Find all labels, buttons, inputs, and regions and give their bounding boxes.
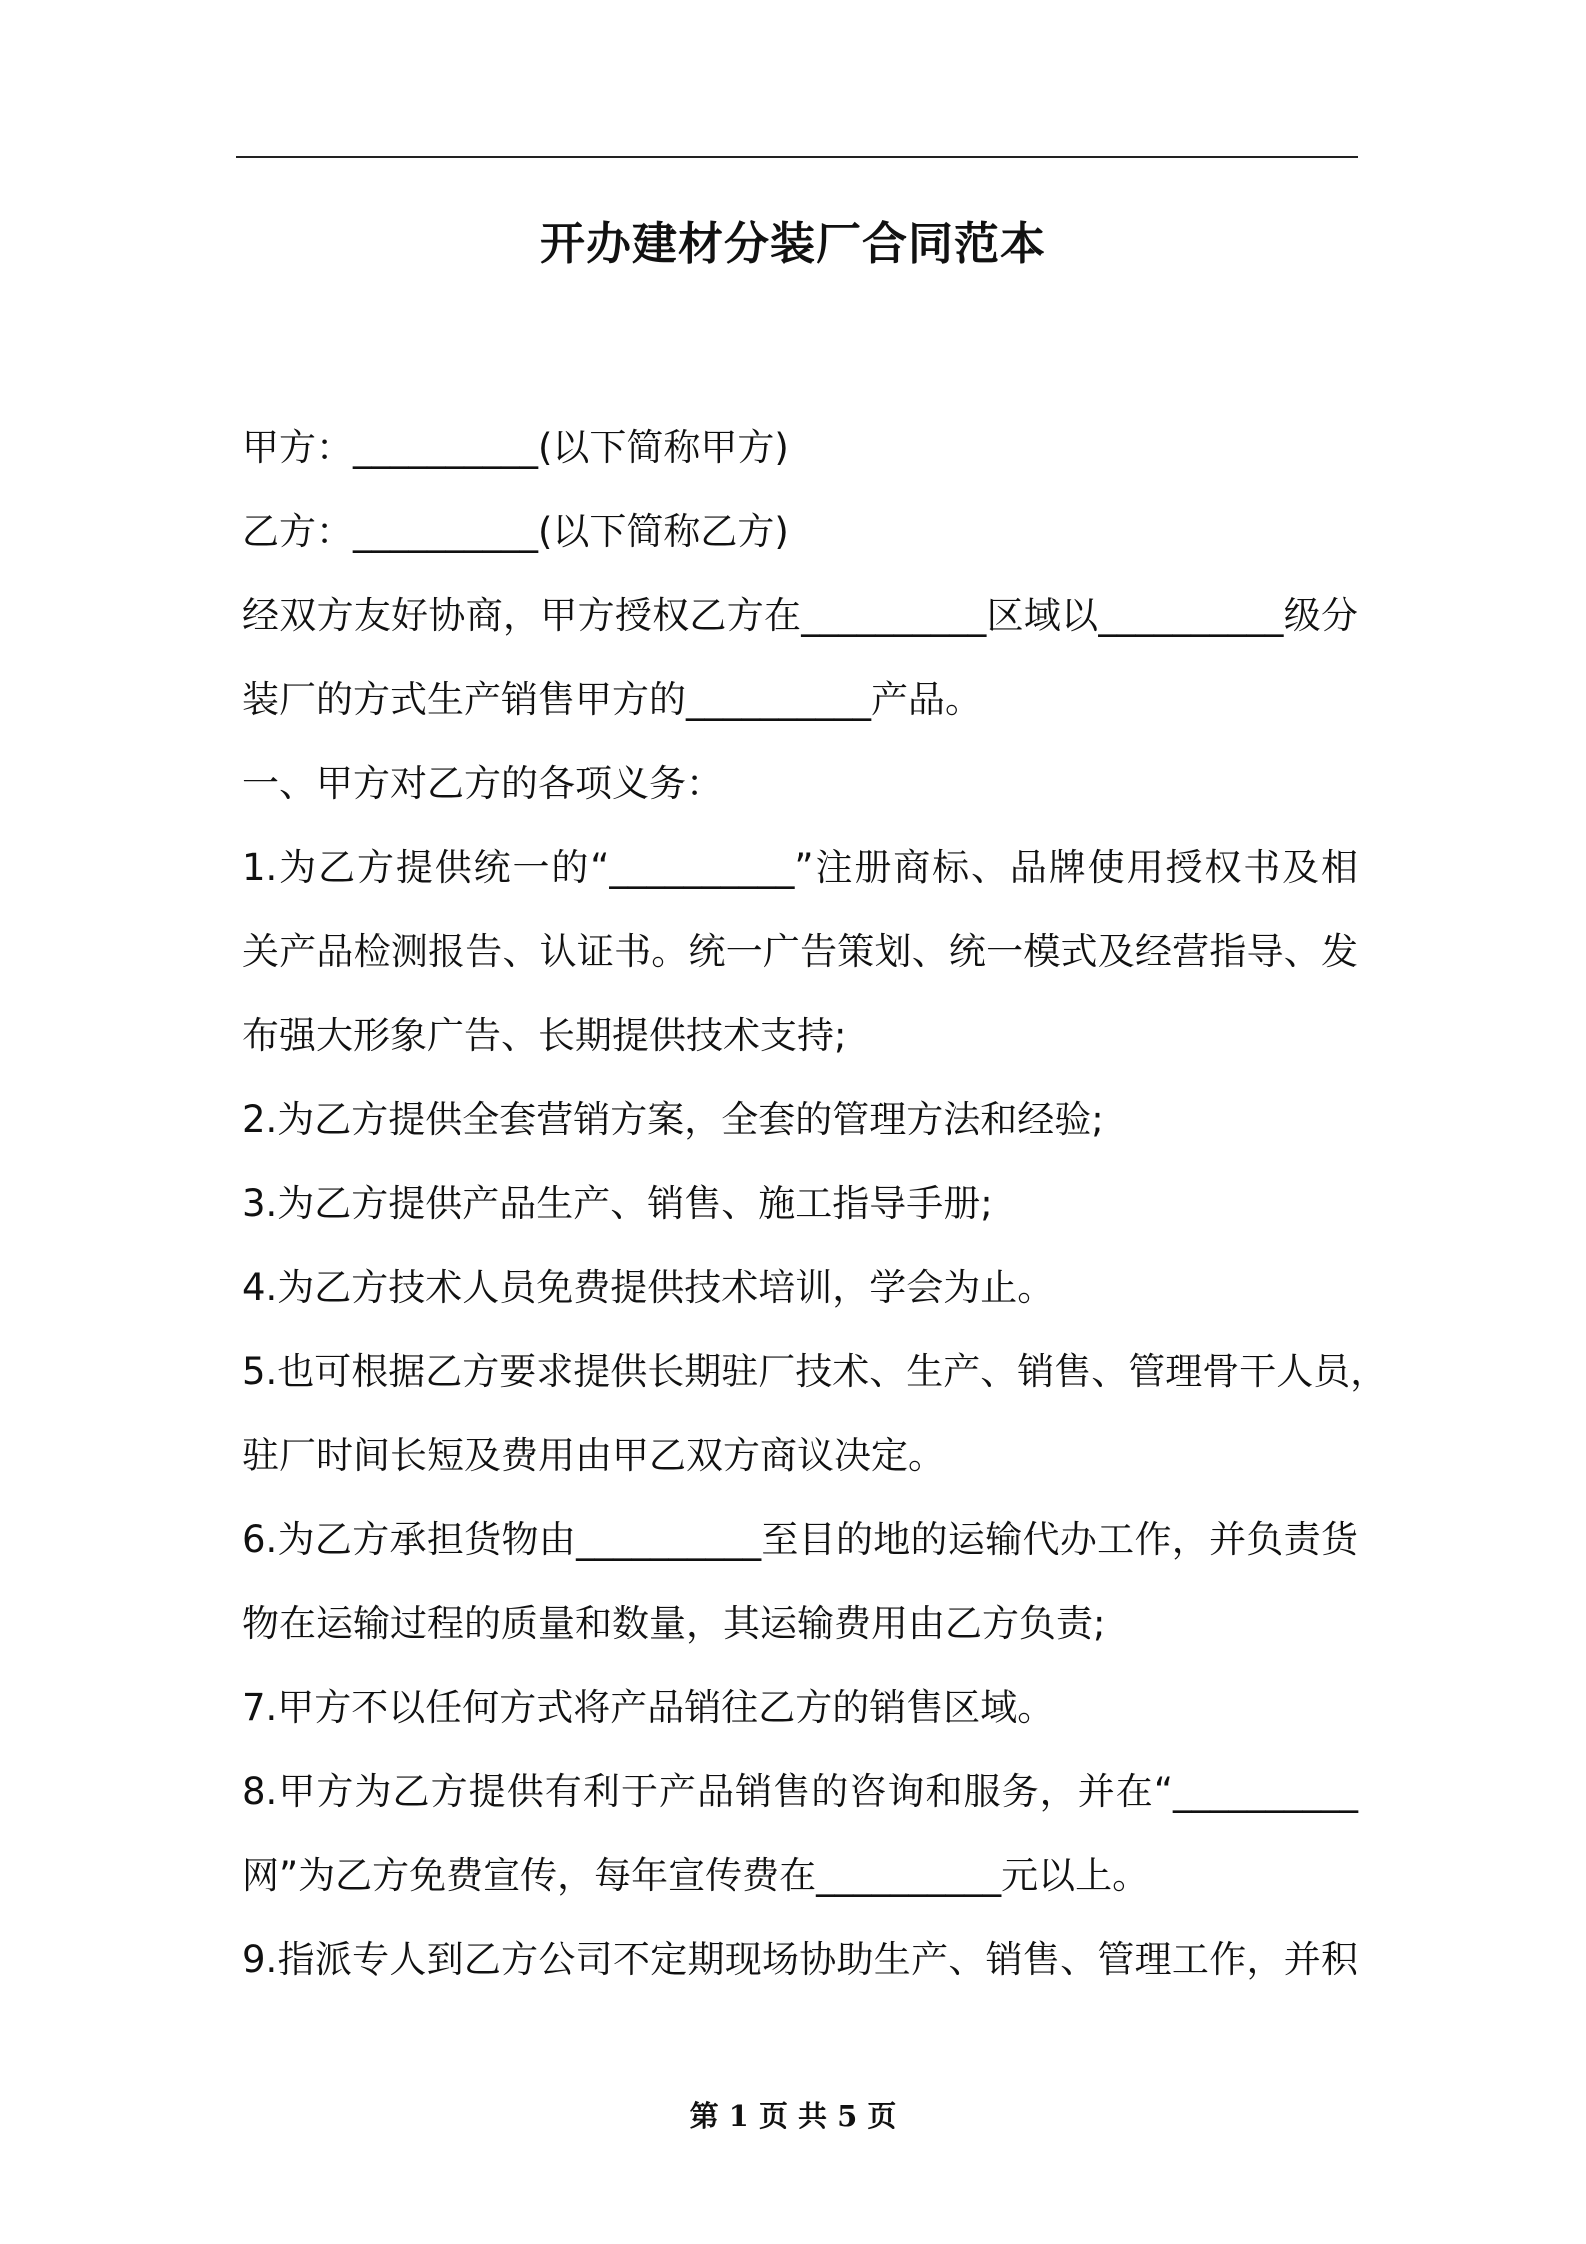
body-line: 一、甲方对乙方的各项义务： — [242, 762, 723, 805]
body-line: 布强大形象广告、长期提供技术支持; — [242, 1014, 847, 1057]
document-title: 开办建材分装厂合同范本 — [539, 217, 1046, 270]
body-line: 经双方友好协商，甲方授权乙方在__________区域以__________级分 — [242, 594, 1358, 637]
body-line: 装厂的方式生产销售甲方的__________产品。 — [242, 678, 982, 721]
body-line: 甲方：__________(以下简称甲方) — [242, 426, 789, 469]
body-line: 8.甲方为乙方提供有利于产品销售的咨询和服务，并在“__________ — [242, 1770, 1358, 1813]
body-line: 4.为乙方技术人员免费提供技术培训，学会为止。 — [242, 1266, 1055, 1309]
body-line: 5.也可根据乙方要求提供长期驻厂技术、生产、销售、管理骨干人员， — [242, 1350, 1388, 1393]
document-body — [242, 406, 1388, 2002]
body-line: 6.为乙方承担货物由__________至目的地的运输代办工作，并负责货 — [242, 1518, 1358, 1561]
body-line: 网”为乙方免费宣传，每年宣传费在__________元以上。 — [242, 1854, 1150, 1897]
body-line: 9.指派专人到乙方公司不定期现场协助生产、销售、管理工作，并积 — [242, 1938, 1358, 1981]
body-line: 驻厂时间长短及费用由甲乙双方商议决定。 — [242, 1434, 945, 1477]
body-line: 2.为乙方提供全套营销方案，全套的管理方法和经验; — [242, 1098, 1104, 1141]
body-line: 1.为乙方提供统一的“__________”注册商标、品牌使用授权书及相 — [242, 846, 1358, 889]
body-line: 物在运输过程的质量和数量，其运输费用由乙方负责; — [242, 1602, 1106, 1645]
body-line: 7.甲方不以任何方式将产品销往乙方的销售区域。 — [242, 1686, 1055, 1729]
body-line: 3.为乙方提供产品生产、销售、施工指导手册; — [242, 1182, 993, 1225]
body-line: 乙方：__________(以下简称乙方) — [242, 510, 789, 553]
page-footer: 第 1 页 共 5 页 — [689, 2099, 897, 2133]
header-rule — [236, 156, 1358, 158]
body-line: 关产品检测报告、认证书。统一广告策划、统一模式及经营指导、发 — [242, 930, 1358, 973]
